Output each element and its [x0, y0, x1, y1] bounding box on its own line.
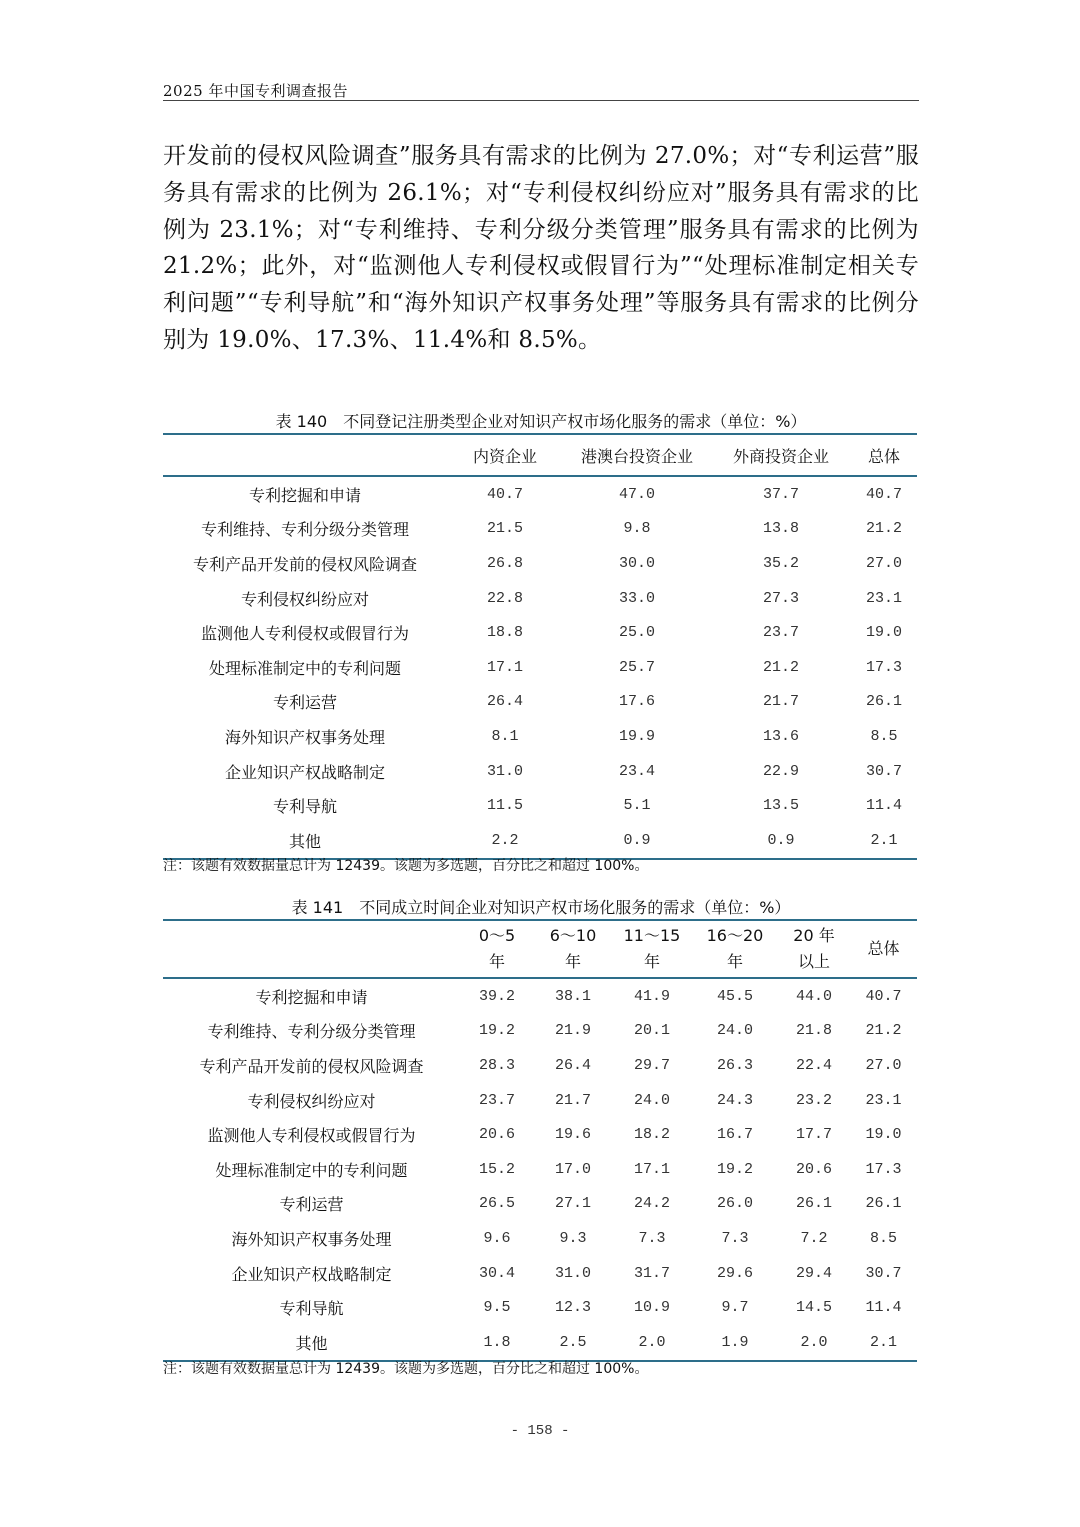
table-row	[163, 1290, 917, 1325]
table-row	[163, 615, 917, 650]
table-cell: 0.9	[563, 823, 711, 859]
table-cell: 26.4	[554, 1056, 591, 1074]
table-row	[163, 788, 917, 823]
table-cell: 20.6	[478, 1126, 515, 1144]
table-row	[163, 1221, 917, 1256]
table-cell: 7.3	[638, 1229, 666, 1247]
table-row	[163, 581, 917, 616]
table-cell: 26.5	[478, 1195, 515, 1213]
table141-col-header-1: 0～5 年	[460, 920, 534, 978]
table-row	[163, 754, 917, 789]
table-cell: 22.4	[795, 1056, 832, 1074]
row-label: 专利产品开发前的侵权风险调查	[199, 1056, 424, 1076]
table-cell: 19.6	[554, 1126, 591, 1144]
table-cell: 40.7	[865, 485, 902, 503]
table-141	[163, 919, 917, 1362]
table-cell: 17.1	[633, 1160, 670, 1178]
table-cell: 11.4	[865, 1299, 902, 1317]
row-label: 专利导航	[279, 1299, 344, 1319]
table-cell: 44.0	[795, 987, 832, 1005]
table-cell: 29.7	[633, 1056, 670, 1074]
table141-col-header-3: 11～15 年	[612, 920, 692, 978]
table-cell: 26.8	[486, 554, 523, 572]
table-cell: 11.5	[486, 797, 523, 815]
table-cell: 10.9	[633, 1299, 670, 1317]
row-label: 专利侵权纠纷应对	[247, 1091, 376, 1111]
table-cell: 30.7	[865, 762, 902, 780]
table-cell: 47.0	[618, 485, 655, 503]
running-header: 2025 年中国专利调查报告	[163, 82, 348, 100]
table-140-body	[163, 476, 917, 859]
table-cell: 8.5	[870, 727, 898, 745]
table-cell: 22.9	[762, 762, 799, 780]
table-cell: 23.4	[618, 762, 655, 780]
table-row	[163, 719, 917, 754]
row-label: 企业知识产权战略制定	[224, 762, 385, 782]
table141-col-header-2: 6～10 年	[534, 920, 612, 978]
table-cell: 21.9	[554, 1022, 591, 1040]
table-cell: 22.8	[486, 589, 523, 607]
table-row	[163, 546, 917, 581]
row-label: 专利侵权纠纷应对	[240, 589, 369, 609]
table-cell: 26.0	[716, 1195, 753, 1213]
table-row	[163, 1014, 917, 1049]
table-cell: 25.0	[618, 624, 655, 642]
table-cell: 26.1	[865, 693, 902, 711]
table-cell: 21.2	[762, 658, 799, 676]
table-cell: 45.5	[716, 987, 753, 1005]
table-cell: 16.7	[716, 1126, 753, 1144]
table-cell: 20.6	[795, 1160, 832, 1178]
table-row	[163, 1152, 917, 1187]
table141-col-header-6: 总体	[850, 920, 917, 978]
table140-col-header-1: 内资企业	[447, 434, 563, 476]
table-cell: 13.6	[762, 727, 799, 745]
table-cell: 24.2	[633, 1195, 670, 1213]
row-label: 处理标准制定中的专利问题	[215, 1160, 408, 1180]
row-label: 专利维持、专利分级分类管理	[207, 1022, 416, 1042]
row-label: 专利导航	[272, 797, 337, 817]
table-cell: 26.1	[865, 1195, 902, 1213]
table-cell: 11.4	[865, 797, 902, 815]
table-cell: 27.0	[865, 1056, 902, 1074]
table-140-caption: 表 140 不同登记注册类型企业对知识产权市场化服务的需求（单位：%）	[275, 412, 807, 431]
row-label: 其他	[163, 1325, 460, 1361]
table-cell: 17.3	[865, 658, 902, 676]
table-cell: 19.9	[618, 727, 655, 745]
table140-col-header-4: 总体	[851, 434, 917, 476]
table-141-header-row	[163, 920, 917, 978]
table-cell: 0.9	[711, 823, 851, 859]
table-cell: 30.0	[618, 554, 655, 572]
table-cell: 2.0	[778, 1325, 850, 1361]
row-label: 其他	[163, 823, 447, 859]
table-140	[163, 433, 917, 860]
table-cell: 23.7	[478, 1091, 515, 1109]
table141-col-header-0	[163, 920, 460, 978]
table-cell: 15.2	[478, 1160, 515, 1178]
row-label: 专利运营	[279, 1195, 344, 1215]
table-cell: 19.0	[865, 624, 902, 642]
table-cell: 18.2	[633, 1126, 670, 1144]
table140-col-header-2: 港澳台投资企业	[563, 434, 711, 476]
table-cell: 24.0	[716, 1022, 753, 1040]
table-cell: 14.5	[795, 1299, 832, 1317]
table-cell: 29.6	[716, 1264, 753, 1282]
table-cell: 7.3	[721, 1229, 749, 1247]
table-cell: 17.0	[554, 1160, 591, 1178]
table-141-note: 注：该题有效数据量总计为 12439。该题为多选题，百分比之和超过 100%。	[163, 1361, 649, 1377]
table-cell: 30.7	[865, 1264, 902, 1282]
row-label: 专利挖掘和申请	[255, 987, 368, 1007]
table-cell: 23.1	[865, 1091, 902, 1109]
table-row	[163, 650, 917, 685]
table141-col-header-5: 20 年 以上	[778, 920, 850, 978]
table-cell: 12.3	[554, 1299, 591, 1317]
table-row	[163, 1048, 917, 1083]
table-row	[163, 476, 917, 512]
row-label: 海外知识产权事务处理	[231, 1229, 392, 1249]
table-cell: 33.0	[618, 589, 655, 607]
table-140-header-row	[163, 434, 917, 476]
table-cell: 29.4	[795, 1264, 832, 1282]
table-cell: 39.2	[478, 987, 515, 1005]
row-label: 海外知识产权事务处理	[224, 727, 385, 747]
table-cell: 21.7	[554, 1091, 591, 1109]
table-cell: 9.6	[483, 1229, 511, 1247]
table-cell: 40.7	[865, 987, 902, 1005]
table-cell: 21.7	[762, 693, 799, 711]
table-cell: 19.2	[478, 1022, 515, 1040]
body-paragraph: 开发前的侵权风险调查”服务具有需求的比例为 27.0%；对“专利运营”服务具有需求的比例为 26.1%；对“专利侵权纠纷应对”服务具有需求的比例为 23.1%；对“专利维持、专利分级分类管理”服务具有需求的比例为 21.2%；此外，对“监测他人专利侵权或假冒行为”“处理标准制定相关专利问题”“专利导航”和“海外知识产权事务处理”等服务具有需求的比例分别为 19.0%、17.3%、11.4%和 8.5%。	[163, 143, 919, 353]
table-cell: 19.2	[716, 1160, 753, 1178]
table-cell: 24.3	[716, 1091, 753, 1109]
table-cell: 27.1	[554, 1195, 591, 1213]
table-cell: 21.2	[865, 520, 902, 538]
table-cell: 41.9	[633, 987, 670, 1005]
table-cell: 23.1	[865, 589, 902, 607]
table-cell: 27.0	[865, 554, 902, 572]
table-row	[163, 978, 917, 1014]
table-cell: 9.7	[721, 1299, 749, 1317]
table-cell: 17.7	[795, 1126, 832, 1144]
row-label: 专利产品开发前的侵权风险调查	[192, 554, 417, 574]
table-row	[163, 1256, 917, 1291]
table-row	[163, 685, 917, 720]
table-cell: 13.8	[762, 520, 799, 538]
table-cell: 1.9	[692, 1325, 778, 1361]
table-140-note: 注：该题有效数据量总计为 12439。该题为多选题，百分比之和超过 100%。	[163, 858, 649, 874]
table-row	[163, 512, 917, 547]
table141-col-header-4: 16～20 年	[692, 920, 778, 978]
row-label: 企业知识产权战略制定	[231, 1264, 392, 1284]
table-cell: 21.5	[486, 520, 523, 538]
table-cell: 25.7	[618, 658, 655, 676]
row-label: 处理标准制定中的专利问题	[208, 658, 401, 678]
table-row	[163, 1325, 917, 1361]
table-cell: 17.6	[618, 693, 655, 711]
table-cell: 17.1	[486, 658, 523, 676]
table-141-body	[163, 978, 917, 1361]
table-cell: 21.8	[795, 1022, 832, 1040]
table-cell: 26.1	[795, 1195, 832, 1213]
table-cell: 2.2	[447, 823, 563, 859]
row-label: 专利运营	[272, 693, 337, 713]
table-141-caption: 表 141 不同成立时间企业对知识产权市场化服务的需求（单位：%）	[291, 898, 791, 917]
table-row	[163, 1117, 917, 1152]
table-cell: 37.7	[762, 485, 799, 503]
table-cell: 2.1	[851, 823, 917, 859]
row-label: 监测他人专利侵权或假冒行为	[200, 624, 409, 644]
table-cell: 5.1	[623, 797, 651, 815]
table-cell: 21.2	[865, 1022, 902, 1040]
table-cell: 23.2	[795, 1091, 832, 1109]
table-cell: 9.3	[559, 1229, 587, 1247]
table-cell: 2.0	[612, 1325, 692, 1361]
table-cell: 26.4	[486, 693, 523, 711]
table-cell: 38.1	[554, 987, 591, 1005]
header-rule	[163, 100, 919, 101]
row-label: 专利挖掘和申请	[248, 485, 361, 505]
table-cell: 30.4	[478, 1264, 515, 1282]
table-cell: 40.7	[486, 485, 523, 503]
table-cell: 8.5	[869, 1229, 897, 1247]
table-cell: 1.8	[460, 1325, 534, 1361]
table-cell: 7.2	[800, 1229, 828, 1247]
table140-col-header-3: 外商投资企业	[711, 434, 851, 476]
table-cell: 28.3	[478, 1056, 515, 1074]
row-label: 监测他人专利侵权或假冒行为	[207, 1126, 416, 1146]
table140-col-header-0	[163, 434, 447, 476]
table-cell: 26.3	[716, 1056, 753, 1074]
table-cell: 9.8	[623, 520, 651, 538]
table-cell: 17.3	[865, 1160, 902, 1178]
table-cell: 35.2	[762, 554, 799, 572]
table-row	[163, 1187, 917, 1222]
table-cell: 31.7	[633, 1264, 670, 1282]
table-cell: 31.0	[486, 762, 523, 780]
table-cell: 19.0	[865, 1126, 902, 1144]
table-cell: 8.1	[491, 727, 519, 745]
table-row	[163, 1083, 917, 1118]
table-cell: 2.1	[850, 1325, 917, 1361]
table-cell: 31.0	[554, 1264, 591, 1282]
table-cell: 18.8	[486, 624, 523, 642]
table-cell: 13.5	[762, 797, 799, 815]
table-cell: 20.1	[633, 1022, 670, 1040]
table-cell: 27.3	[762, 589, 799, 607]
page-number: - 158 -	[510, 1423, 570, 1439]
table-cell: 2.5	[534, 1325, 612, 1361]
table-cell: 24.0	[633, 1091, 670, 1109]
table-cell: 9.5	[483, 1299, 511, 1317]
row-label: 专利维持、专利分级分类管理	[200, 520, 409, 540]
table-row	[163, 823, 917, 859]
table-cell: 23.7	[762, 624, 799, 642]
